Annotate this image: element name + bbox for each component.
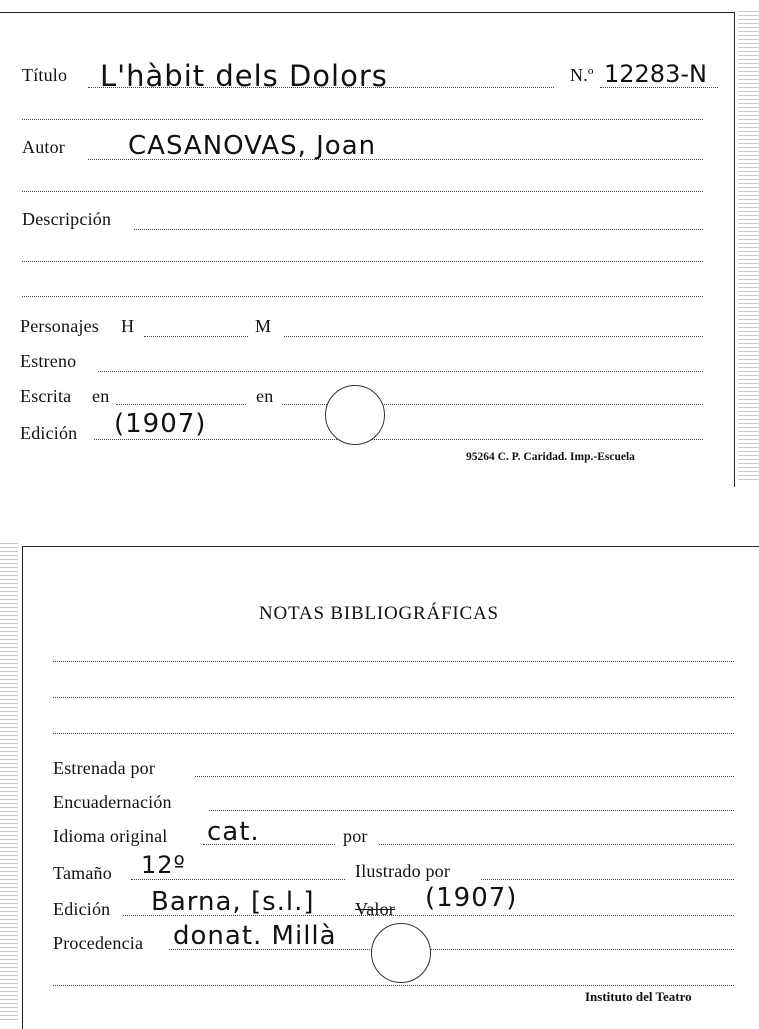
escrita-label: Escrita <box>20 386 72 406</box>
autor-value: CASANOVAS, Joan <box>128 131 377 161</box>
scan-edge-left <box>0 540 18 1020</box>
personajes-label: Personajes <box>20 316 99 336</box>
h-rule <box>144 336 248 337</box>
punch-hole-back <box>371 923 431 983</box>
encuadernacion-rule <box>209 810 734 811</box>
encuadernacion-label: Encuadernación <box>53 792 172 812</box>
notas-rule-3 <box>53 733 734 734</box>
tamano-value: 12º <box>141 851 186 879</box>
tamano-rule <box>131 879 345 880</box>
h-label: H <box>121 316 135 336</box>
numero-label: N.º <box>570 65 594 85</box>
edicion-label: Edición <box>20 423 78 443</box>
descripcion-label: Descripción <box>22 209 112 229</box>
procedencia-value: donat. Millà <box>173 921 337 951</box>
notas-rule-2 <box>53 697 734 698</box>
m-label: M <box>255 316 272 336</box>
institution-name: Instituto del Teatro <box>585 989 692 1004</box>
blank-rule-2 <box>22 191 703 192</box>
estreno-label: Estreno <box>20 351 77 371</box>
estreno-rule <box>98 371 703 372</box>
notas-rule-1 <box>53 661 734 662</box>
blank-rule-3 <box>22 261 703 262</box>
edicion-back-value: Barna, [s.l.] <box>151 887 315 917</box>
titulo-value: L'hàbit dels Dolors <box>100 59 388 93</box>
tamano-label: Tamaño <box>53 863 112 883</box>
printer-note: 95264 C. P. Caridad. Imp.-Escuela <box>466 451 635 463</box>
valor-value: (1907) <box>425 883 518 913</box>
escrita-rule <box>116 404 246 405</box>
por-label: por <box>343 826 368 846</box>
valor-label: Valor <box>355 899 395 919</box>
blank-rule-4 <box>22 296 703 297</box>
edicion-rule <box>94 439 703 440</box>
idioma-value: cat. <box>207 817 260 847</box>
por-rule <box>379 844 734 845</box>
ilustrado-rule <box>481 879 734 880</box>
descripcion-rule <box>134 229 703 230</box>
catalog-card-front <box>0 12 735 487</box>
edicion-back-label: Edición <box>53 899 111 919</box>
notas-rule-bottom <box>53 985 734 986</box>
scan-edge-right <box>738 10 759 480</box>
titulo-label: Título <box>22 65 68 85</box>
catalog-card-back <box>22 546 759 1029</box>
en-label-1: en <box>92 386 110 406</box>
estrenada-label: Estrenada por <box>53 758 156 778</box>
edicion-value: (1907) <box>114 409 207 439</box>
blank-rule-1 <box>22 119 703 120</box>
procedencia-label: Procedencia <box>53 933 144 953</box>
estrenada-rule <box>195 776 734 777</box>
m-rule <box>284 336 703 337</box>
autor-label: Autor <box>22 137 65 157</box>
idioma-label: Idioma original <box>53 826 168 846</box>
numero-value: 12283-N <box>604 60 707 88</box>
notas-heading: NOTAS BIBLIOGRÁFICAS <box>259 603 499 624</box>
ilustrado-label: Ilustrado por <box>355 861 451 881</box>
en-label-2: en <box>256 386 274 406</box>
punch-hole-front <box>325 385 385 445</box>
